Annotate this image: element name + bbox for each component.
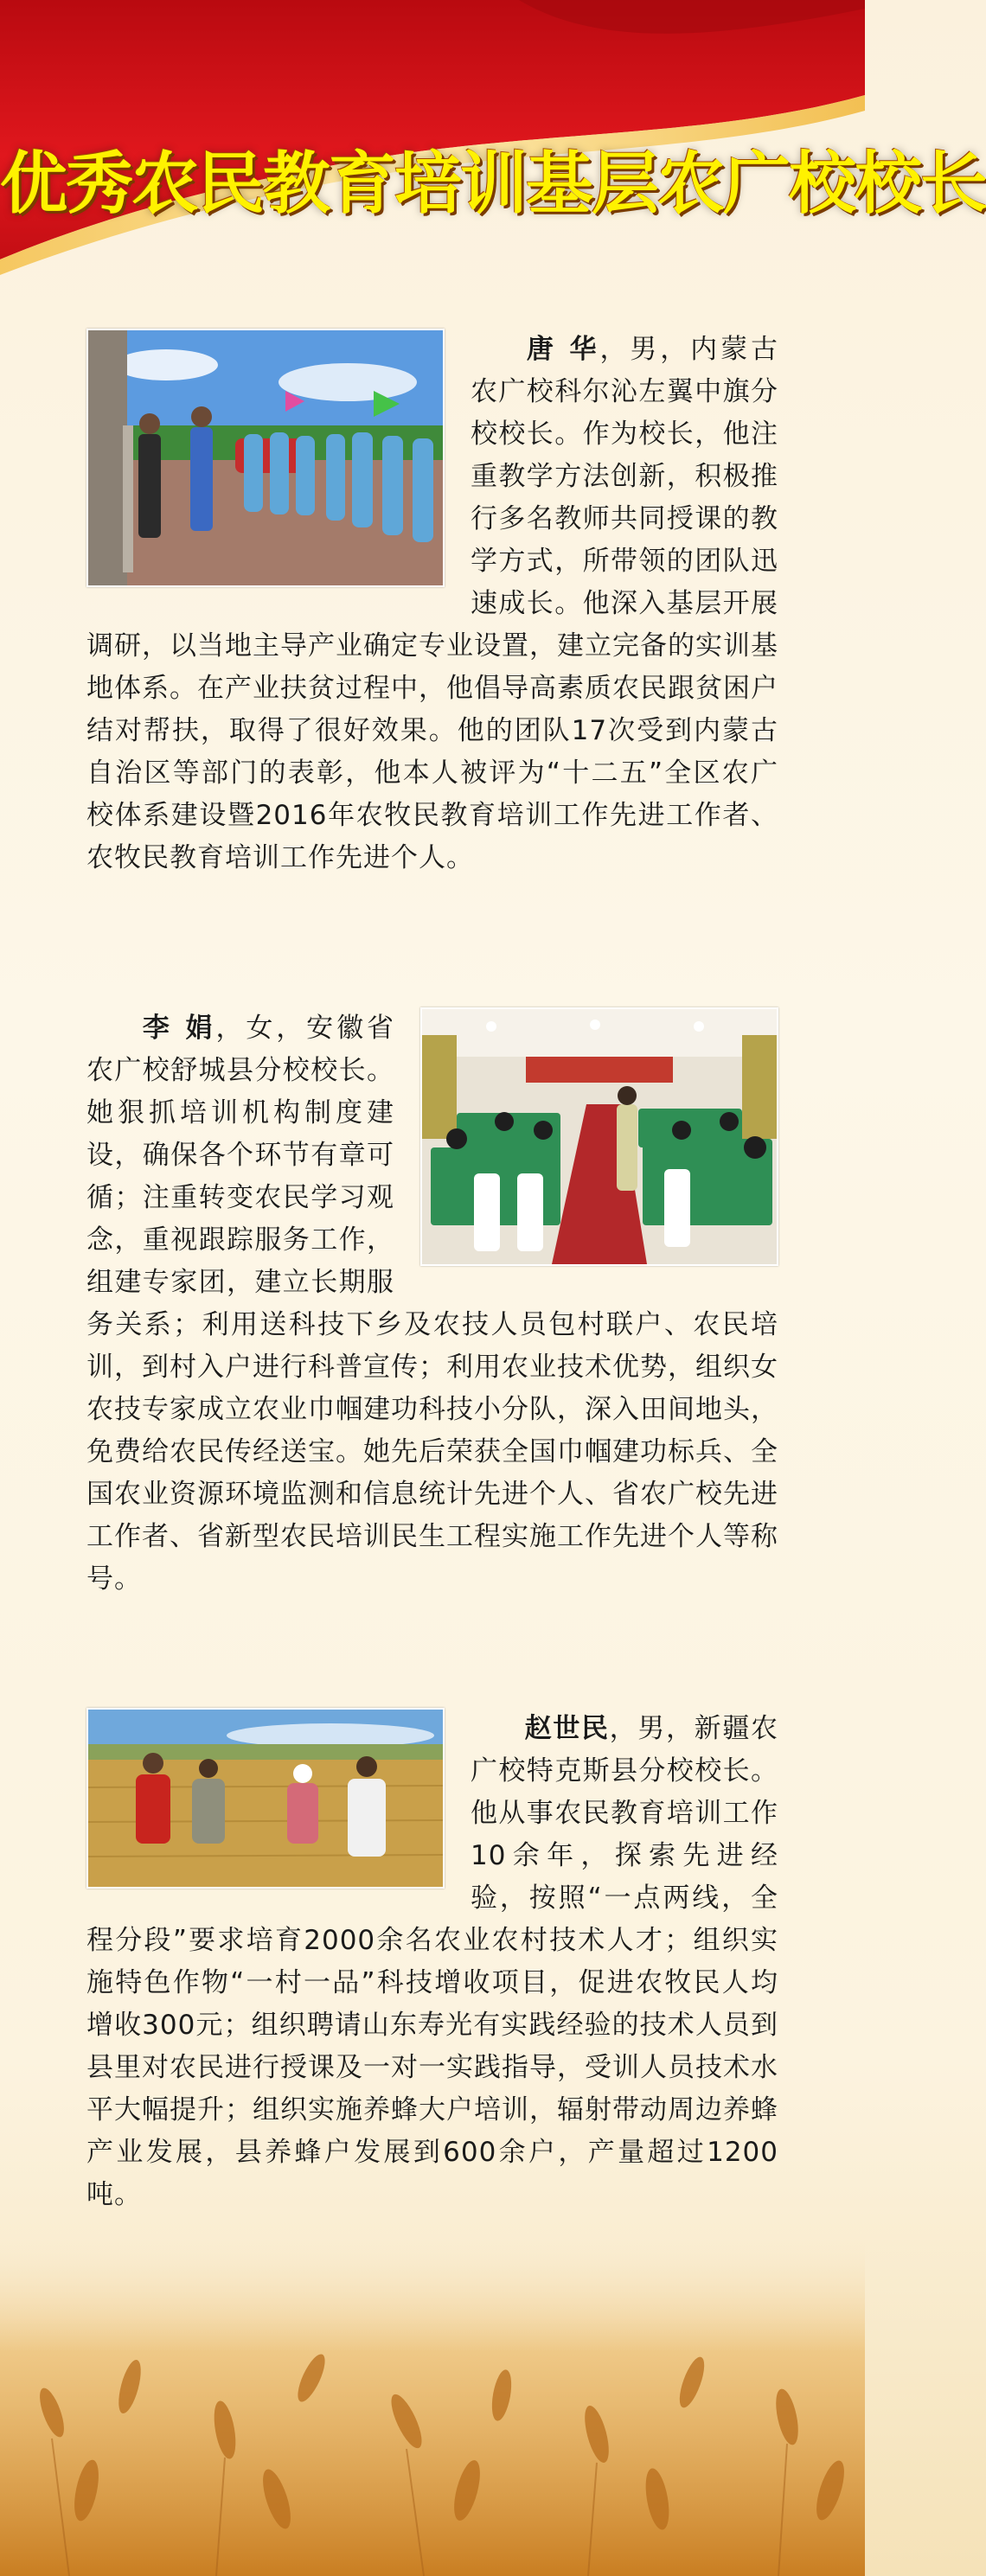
profile-tang-hua (86, 329, 778, 879)
profile-description: ，男，新疆农广校特克斯县分校校长。他从事农民教育培训工作10余年，探索先进经验，按照“一点两线，全程分段”要求培育2000余名农业农村技术人才；组织实施特色作物“一村一品”科技增收项目，促进农牧民人均增收300元；组织聘请山东寿光有实践经验的技术人员到县里对农民进行授课及一对一实践指导，受训人员技术水平大幅提升；组织实施养蜂大户培训，辐射带动周边养蜂产业发展，县养蜂户发展到600余户，产量超过1200吨。 (86, 1713, 779, 2210)
photo-wheat-field-visit (86, 1708, 445, 1889)
wheat-field-decoration (0, 2231, 865, 2576)
photo-training-classroom (420, 1007, 778, 1266)
profile-description: ，女，安徽省农广校舒城县分校校长。她狠抓培训机构制度建设，确保各个环节有章可循；注重转变农民学习观念，重视跟踪服务工作，组建专家团，建立长期服务关系；利用送科技下乡及农技人员包村联户、农民培训，到村入户进行科普宣传；利用农业技术优势，组织女农技专家成立农业巾帼建功科技小分队，深入田间地头，免费给农民传经送宝。她先后荣获全国巾帼建功标兵、全国农业资源环境监测和信息统计先进个人、省农广校先进工作者、省新型农民培训民生工程实施工作先进个人等称号。 (86, 1013, 778, 1595)
profile-zhao-shimin (86, 1708, 778, 2216)
person-name: 李 娟 (140, 1013, 216, 1044)
photo-field-inspection (86, 329, 445, 587)
profile-li-juan (86, 1007, 778, 1601)
page-title: 优秀农民教育培训基层农广校校长 (0, 145, 986, 223)
profile-description: ，男，内蒙古农广校科尔沁左翼中旗分校校长。作为校长，他注重教学方法创新，积极推行多名教师共同授课的教学方式，所带领的团队迅速成长。他深入基层开展调研，以当地主导产业确定专业设置，建立完备的实训基地体系。在产业扶贫过程中，他倡导高素质农民跟贫困户结对帮扶，取得了很好效果。他的团队17次受到内蒙古自治区等部门的表彰，他本人被评为“十二五”全区农广校体系建设暨2016年农牧民教育培训工作先进工作者、农牧民教育培训工作先进个人。 (86, 334, 779, 873)
person-name: 唐 华 (524, 334, 600, 365)
person-name: 赵世民 (524, 1713, 610, 1744)
